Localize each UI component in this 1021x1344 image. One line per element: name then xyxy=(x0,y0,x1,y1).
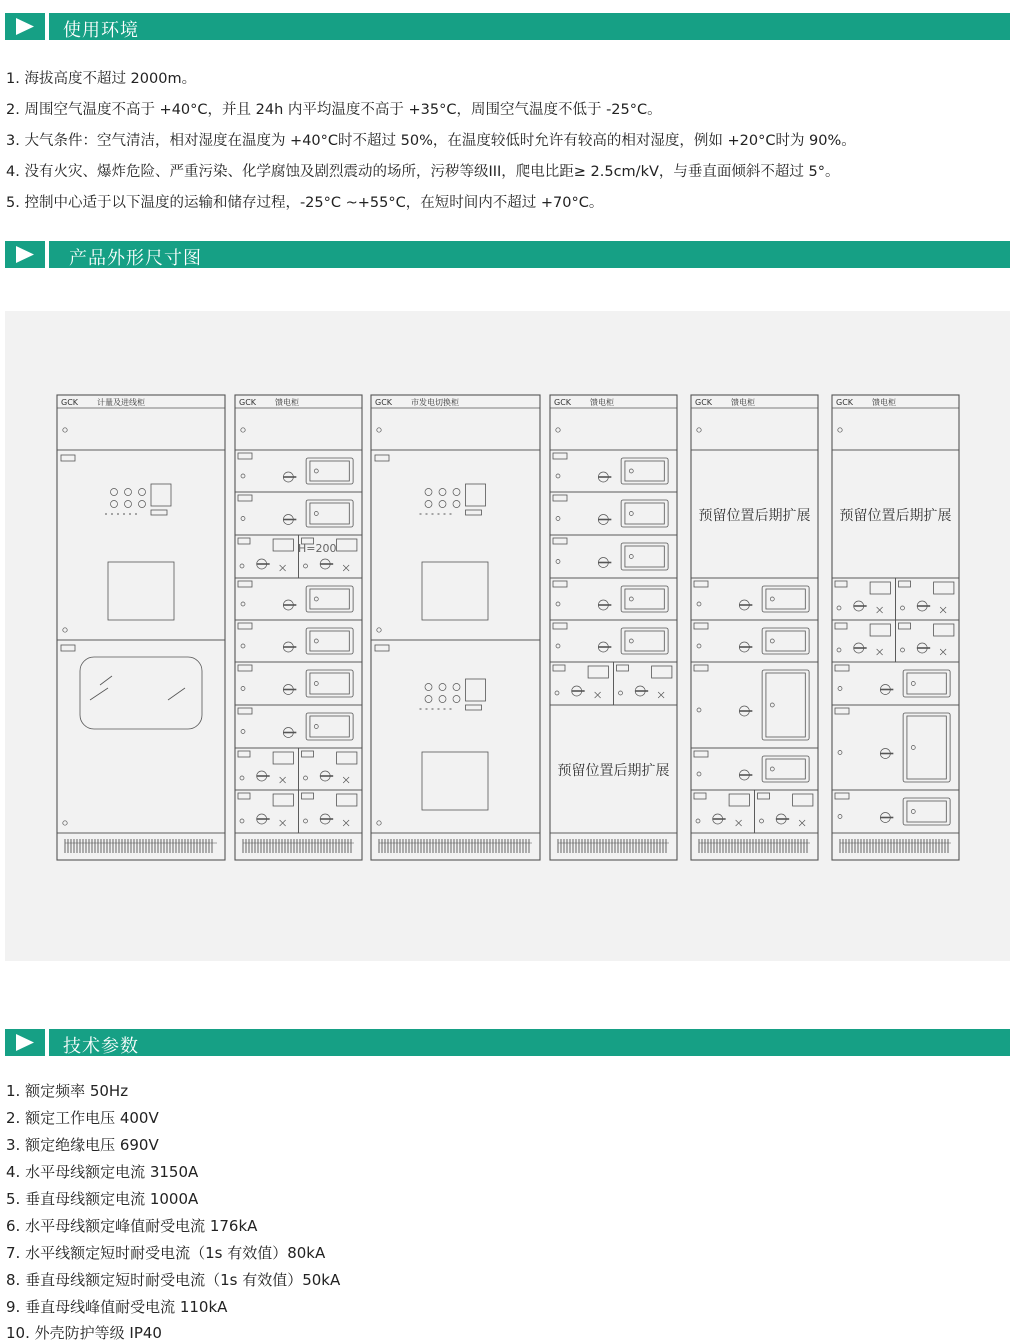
list-item: 4. 没有火灾、爆炸危险、严重污染、化学腐蚀及剧烈震动的场所，污秽等级III，爬电比距≥ 2.5cm/kV，与垂直面倾斜不超过 5°。 xyxy=(6,164,840,180)
list-item: 4. 水平母线额定电流 3150A xyxy=(6,1163,199,1181)
list-item: 7. 水平线额定短时耐受电流（1s 有效值）80kA xyxy=(6,1244,326,1262)
list-item: 8. 垂直母线额定短时耐受电流（1s 有效值）50kA xyxy=(6,1271,341,1289)
cabinet-name: 计量及进线柜 xyxy=(97,398,145,407)
section-header-env xyxy=(5,13,1010,40)
list-item: 6. 水平母线额定峰值耐受电流 176kA xyxy=(6,1217,258,1235)
cabinet-name: 馈电柜 xyxy=(872,398,896,407)
list-item: 5. 垂直母线额定电流 1000A xyxy=(6,1190,199,1208)
section-title: 产品外形尺寸图 xyxy=(69,248,202,269)
list-item: 3. 大气条件：空气清洁，相对湿度在温度为 +40°C时不超过 50%，在温度较低时允许有较高的相对湿度，例如 +20°C时为 90%。 xyxy=(6,133,856,149)
reserved-label: 预留位置后期扩展 xyxy=(698,508,811,524)
height-label: H=200 xyxy=(298,542,337,555)
section-title: 使用环境 xyxy=(63,20,139,41)
cabinet-name: 市发电切换柜 xyxy=(411,398,459,407)
section-title: 技术参数 xyxy=(63,1036,139,1057)
cabinet-code: GCK xyxy=(61,398,79,407)
reserved-label: 预留位置后期扩展 xyxy=(557,763,670,779)
section-header-drawing xyxy=(5,241,1010,268)
list-item: 2. 周围空气温度不高于 +40°C，并且 24h 内平均温度不高于 +35°C，周围空气温度不低于 -25°C。 xyxy=(6,102,662,118)
list-item: 5. 控制中心适于以下温度的运输和储存过程，-25°C ~+55°C，在短时间内不超过 +70°C。 xyxy=(6,195,604,211)
cabinet-drawing-svg xyxy=(5,311,1010,961)
section-header-tech xyxy=(5,1029,1010,1056)
cabinet-code: GCK xyxy=(375,398,393,407)
play-triangle-icon xyxy=(5,13,45,40)
cabinet-code: GCK xyxy=(554,398,572,407)
list-item: 1. 额定频率 50Hz xyxy=(6,1082,129,1100)
cabinet-name: 馈电柜 xyxy=(590,398,614,407)
list-item: 2. 额定工作电压 400V xyxy=(6,1109,159,1127)
cabinet-name: 馈电柜 xyxy=(731,398,755,407)
cabinet-code: GCK xyxy=(239,398,257,407)
cabinet-drawing xyxy=(5,311,1010,961)
cabinet-name: 馈电柜 xyxy=(275,398,299,407)
list-item: 10. 外壳防护等级 IP40 xyxy=(6,1324,162,1342)
reserved-label: 预留位置后期扩展 xyxy=(839,508,952,524)
list-item: 1. 海拔高度不超过 2000m。 xyxy=(6,71,197,87)
list-item: 3. 额定绝缘电压 690V xyxy=(6,1136,159,1154)
play-triangle-icon xyxy=(5,241,45,268)
cabinet-code: GCK xyxy=(695,398,713,407)
play-triangle-icon xyxy=(5,1029,45,1056)
cabinet-code: GCK xyxy=(836,398,854,407)
list-item: 9. 垂直母线峰值耐受电流 110kA xyxy=(6,1298,228,1316)
